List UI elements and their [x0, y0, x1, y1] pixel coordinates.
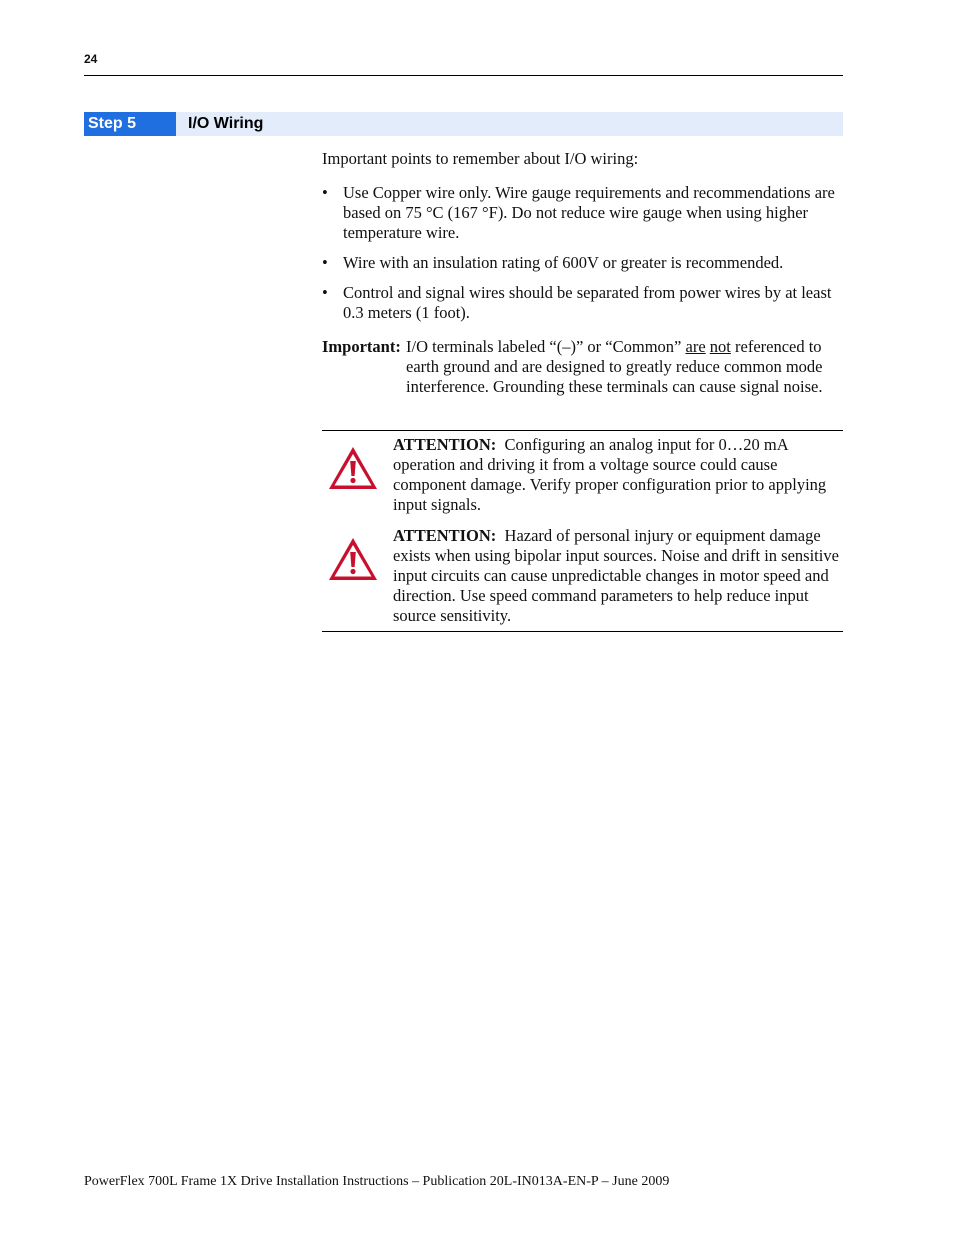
- attention-label: ATTENTION:: [393, 526, 497, 545]
- attention-block-1: [322, 435, 843, 515]
- wiring-points-list: [322, 183, 843, 333]
- intro-paragraph: Important points to remember about I/O wiring:: [322, 149, 639, 168]
- header-rule: [84, 75, 843, 76]
- attention-body: Configuring an analog input for 0…20 mA operation and driving it from a voltage source could cause component damage. Verify proper configuration prior to applying input signals.: [393, 435, 827, 514]
- list-item: • Control and signal wires should be separated from power wires by at least 0.3 meters (1 foot).: [322, 283, 843, 323]
- step-label: Step 5: [84, 112, 176, 136]
- page-footer: PowerFlex 700L Frame 1X Drive Installation Instructions – Publication 20L-IN013A-EN-P – June 2009: [84, 1174, 670, 1189]
- underlined-not: not: [709, 337, 731, 356]
- attention-box: [322, 430, 843, 632]
- list-item: • Use Copper wire only. Wire gauge requirements and recommendations are based on 75 °C (167 °F). Do not reduce wire gauge when using higher temperature wire.: [322, 183, 843, 243]
- underlined-are: are: [685, 337, 706, 356]
- important-text-part-2: referenced to earth ground and are designed to greatly reduce common mode interference. Grounding these terminals can cause signal noise.: [406, 337, 823, 396]
- attention-label: ATTENTION:: [393, 435, 497, 454]
- page-number: 24: [84, 52, 98, 66]
- warning-triangle-icon: [327, 536, 379, 582]
- important-text-part-1: I/O terminals labeled “(–)” or “Common”: [406, 337, 686, 356]
- warning-triangle-icon: [327, 445, 379, 491]
- attention-body: Hazard of personal injury or equipment damage exists when using bipolar input sources. Noise and drift in sensitive input circuits can cause unpredictable changes in motor speed and direction. Use speed command parameters to help reduce input source sensitivity.: [393, 526, 839, 625]
- list-item: • Wire with an insulation rating of 600V or greater is recommended.: [322, 253, 843, 273]
- attention-block-2: [322, 526, 843, 626]
- attention-text-1: [393, 435, 843, 515]
- important-label: Important:: [322, 337, 401, 356]
- step-title: I/O Wiring: [188, 115, 264, 132]
- important-note: [322, 337, 843, 397]
- attention-text-2: [393, 526, 843, 626]
- step-heading-bar: [84, 112, 843, 136]
- important-text: [406, 337, 843, 397]
